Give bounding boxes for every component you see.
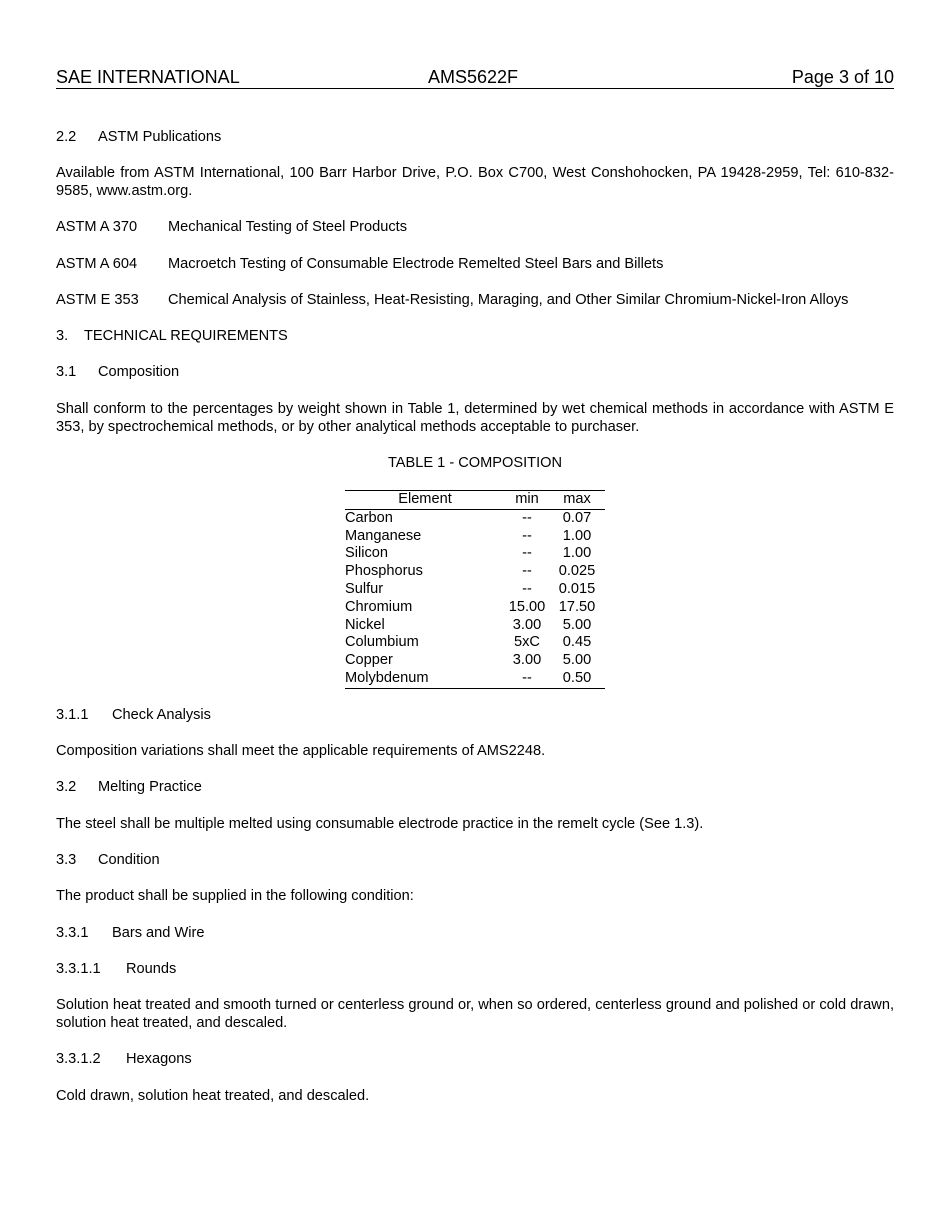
section-title: Check Analysis <box>112 707 211 723</box>
section-3-3-1-1-text: Solution heat treated and smooth turned or centerless ground or, when so ordered, centerless ground and polished or cold drawn, solution heat treated, and descaled. <box>56 997 894 1031</box>
section-number: 3.2 <box>56 779 77 795</box>
cell-max: 0.45 <box>562 634 592 651</box>
reference-code: ASTM A 370 <box>56 219 138 235</box>
table-row <box>345 581 605 599</box>
reference-astm-e353 <box>56 291 894 309</box>
section-title: Melting Practice <box>98 779 202 795</box>
column-header-element: Element <box>398 491 452 507</box>
cell-element: Copper <box>345 652 393 669</box>
cell-min: -- <box>522 580 532 597</box>
section-3-3-1-2-heading <box>56 1050 894 1068</box>
table-1-title: TABLE 1 - COMPOSITION <box>387 455 563 471</box>
cell-max: 5.00 <box>562 652 592 669</box>
cell-max: 5.00 <box>562 616 592 633</box>
table-row <box>345 652 605 670</box>
section-3-3-1-1-heading <box>56 960 894 978</box>
page-header <box>56 66 894 89</box>
cell-element: Sulfur <box>345 580 384 597</box>
cell-element: Nickel <box>345 616 385 633</box>
section-title: ASTM Publications <box>98 129 222 145</box>
cell-element: Silicon <box>345 545 388 562</box>
column-header-max: max <box>563 491 591 507</box>
table-row <box>345 545 605 563</box>
cell-min: -- <box>522 563 532 580</box>
cell-element: Columbium <box>345 634 419 651</box>
section-title: Condition <box>98 852 160 868</box>
cell-element: Molybdenum <box>345 669 429 686</box>
section-number: 2.2 <box>56 129 77 145</box>
section-title: TECHNICAL REQUIREMENTS <box>84 328 288 344</box>
cell-max: 1.00 <box>562 545 592 562</box>
cell-max: 17.50 <box>558 598 596 615</box>
section-number: 3.3 <box>56 852 77 868</box>
section-2-2-text: Available from ASTM International, 100 Barr Harbor Drive, P.O. Box C700, West Conshohocken, PA 19428-2959, Tel: 610-832-9585, www.astm.org. <box>56 165 894 199</box>
cell-min: 3.00 <box>512 616 542 633</box>
cell-min: 5xC <box>514 634 540 651</box>
section-3-2-heading <box>56 778 894 796</box>
section-title: Composition <box>98 364 180 380</box>
reference-title: Chemical Analysis of Stainless, Heat-Resisting, Maraging, and Other Similar Chromium-Nickel-Iron Alloys <box>168 292 849 308</box>
section-3-2-text: The steel shall be multiple melted using consumable electrode practice in the remelt cycle (See 1.3). <box>56 816 704 832</box>
table-row <box>345 617 605 635</box>
table-row <box>345 563 605 581</box>
section-number: 3.3.1.1 <box>56 961 101 977</box>
cell-element: Carbon <box>345 509 393 526</box>
header-doc-id: AMS5622F <box>428 67 519 87</box>
reference-astm-a370 <box>56 218 894 236</box>
cell-element: Phosphorus <box>345 563 423 580</box>
section-number: 3. <box>56 328 69 344</box>
cell-min: -- <box>522 545 532 562</box>
section-3-heading <box>56 327 894 345</box>
section-2-2-heading <box>56 128 894 146</box>
reference-code: ASTM E 353 <box>56 292 139 308</box>
section-title: Bars and Wire <box>112 925 205 941</box>
section-3-3-heading <box>56 851 894 869</box>
reference-astm-a604 <box>56 255 894 273</box>
cell-min: 15.00 <box>508 598 546 615</box>
reference-code: ASTM A 604 <box>56 256 138 272</box>
column-header-min: min <box>515 491 539 507</box>
cell-min: 3.00 <box>512 652 542 669</box>
cell-max: 0.015 <box>558 580 596 597</box>
cell-max: 0.025 <box>558 563 596 580</box>
cell-min: -- <box>522 669 532 686</box>
section-title: Rounds <box>126 961 177 977</box>
section-number: 3.1.1 <box>56 707 89 723</box>
section-3-1-text: Shall conform to the percentages by weight shown in Table 1, determined by wet chemical methods in accordance with ASTM E 353, by spectrochemical methods, or by other analytical methods acceptable to purchaser. <box>56 401 894 435</box>
cell-element: Chromium <box>345 598 413 615</box>
section-number: 3.3.1 <box>56 925 89 941</box>
section-title: Hexagons <box>126 1051 192 1067</box>
section-3-1-1-text: Composition variations shall meet the applicable requirements of AMS2248. <box>56 743 546 759</box>
section-3-3-1-2-text: Cold drawn, solution heat treated, and descaled. <box>56 1088 370 1104</box>
section-number: 3.3.1.2 <box>56 1051 101 1067</box>
cell-max: 0.50 <box>562 669 592 686</box>
cell-max: 1.00 <box>562 527 592 544</box>
table-row <box>345 634 605 652</box>
table-row <box>345 670 605 688</box>
cell-max: 0.07 <box>562 509 592 526</box>
reference-title: Macroetch Testing of Consumable Electrode Remelted Steel Bars and Billets <box>168 256 664 272</box>
section-3-3-text: The product shall be supplied in the following condition: <box>56 888 414 904</box>
header-org: SAE INTERNATIONAL <box>56 67 240 87</box>
cell-min: -- <box>522 527 532 544</box>
composition-table <box>345 490 605 689</box>
table-row <box>345 528 605 546</box>
reference-title: Mechanical Testing of Steel Products <box>168 219 408 235</box>
table-header-row <box>345 491 605 510</box>
table-row <box>345 599 605 617</box>
section-3-1-1-heading <box>56 706 894 724</box>
table-row <box>345 509 605 527</box>
cell-element: Manganese <box>345 527 422 544</box>
section-3-3-1-heading <box>56 924 894 942</box>
section-3-1-heading <box>56 363 894 381</box>
header-page-number: Page 3 of 10 <box>791 67 894 87</box>
section-number: 3.1 <box>56 364 77 380</box>
cell-min: -- <box>522 509 532 526</box>
